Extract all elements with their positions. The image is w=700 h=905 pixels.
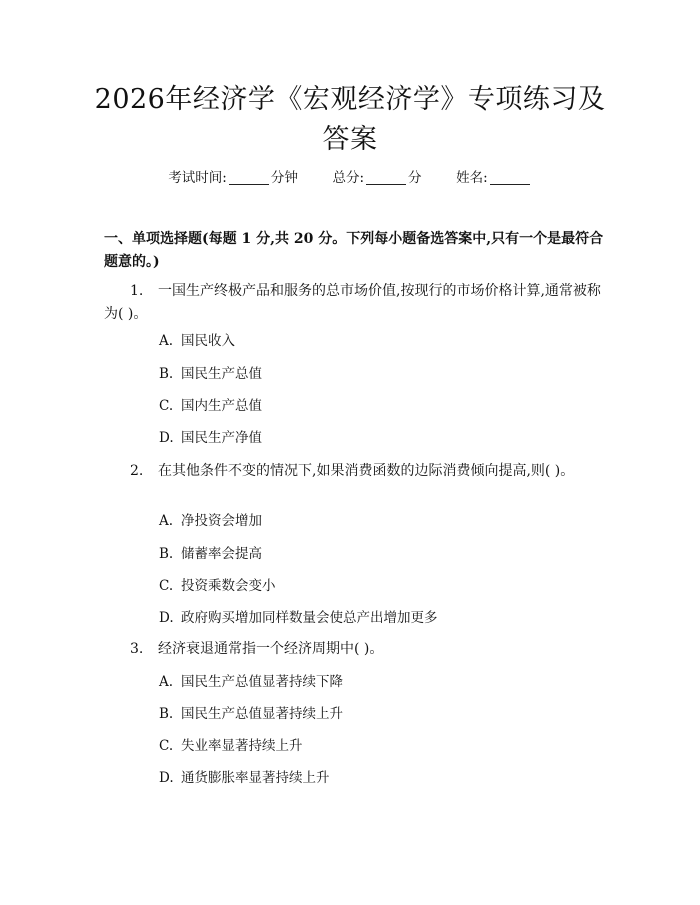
- question-2: [104, 460, 604, 483]
- question-number: 3.: [130, 641, 144, 657]
- option-text: 国民生产净值: [181, 430, 262, 446]
- option-3a: [159, 672, 599, 692]
- option-text: 国民收入: [181, 333, 235, 349]
- option-2c: [159, 576, 599, 596]
- option-letter: B.: [159, 546, 174, 562]
- option-text: 通货膨胀率显著持续上升: [181, 770, 330, 786]
- option-letter: B.: [159, 706, 174, 722]
- question-number: 2.: [130, 463, 144, 479]
- option-letter: A.: [159, 513, 174, 529]
- section-heading: 一、单项选择题(每题 1 分,共 20 分。下列每小题备选答案中,只有一个是最符合题意的。): [104, 231, 604, 270]
- option-letter: C.: [159, 578, 174, 594]
- option-text: 国内生产总值: [181, 398, 262, 414]
- total-score-unit: 分: [408, 170, 422, 186]
- question-text: 经济衰退通常指一个经济周期中( )。: [158, 641, 384, 657]
- option-letter: D.: [159, 770, 174, 786]
- option-1d: [159, 428, 599, 448]
- total-score-label: 总分:: [332, 170, 365, 186]
- option-text: 投资乘数会变小: [181, 578, 276, 594]
- question-text: 一国生产终极产品和服务的总市场价值,按现行的市场价格计算,通常被称为( )。: [104, 283, 601, 322]
- name-label: 姓名:: [456, 170, 488, 186]
- option-1b: [159, 364, 599, 384]
- question-1: [104, 280, 604, 326]
- option-letter: D.: [159, 430, 174, 446]
- option-text: 储蓄率会提高: [181, 546, 262, 562]
- question-text: 在其他条件不变的情况下,如果消费函数的边际消费倾向提高,则( )。: [158, 463, 575, 479]
- exam-meta-line: [0, 168, 700, 188]
- option-3d: [159, 768, 599, 788]
- option-1c: [159, 396, 599, 416]
- total-score-blank: [366, 170, 406, 185]
- document-title: 2026年经济学《宏观经济学》专项练习及答案: [94, 84, 606, 155]
- option-letter: A.: [159, 674, 174, 690]
- option-letter: B.: [159, 366, 174, 382]
- question-3: [104, 638, 604, 661]
- name-blank: [490, 170, 530, 185]
- option-letter: A.: [159, 333, 174, 349]
- option-text: 政府购买增加同样数量会使总产出增加更多: [181, 610, 438, 626]
- option-text: 国民生产总值显著持续上升: [181, 706, 343, 722]
- option-text: 净投资会增加: [181, 513, 262, 529]
- option-text: 失业率显著持续上升: [181, 738, 303, 754]
- option-1a: [159, 331, 599, 351]
- option-letter: D.: [159, 610, 174, 626]
- question-number: 1.: [130, 283, 144, 299]
- option-text: 国民生产总值显著持续下降: [181, 674, 343, 690]
- exam-time-unit: 分钟: [270, 170, 298, 186]
- option-letter: C.: [159, 738, 174, 754]
- option-2d: [159, 608, 599, 628]
- option-2b: [159, 544, 599, 564]
- option-2a: [159, 511, 599, 531]
- exam-time-blank: [229, 170, 269, 185]
- option-letter: C.: [159, 398, 174, 414]
- option-text: 国民生产总值: [181, 366, 262, 382]
- exam-time-label: 考试时间:: [168, 170, 227, 186]
- option-3c: [159, 736, 599, 756]
- option-3b: [159, 704, 599, 724]
